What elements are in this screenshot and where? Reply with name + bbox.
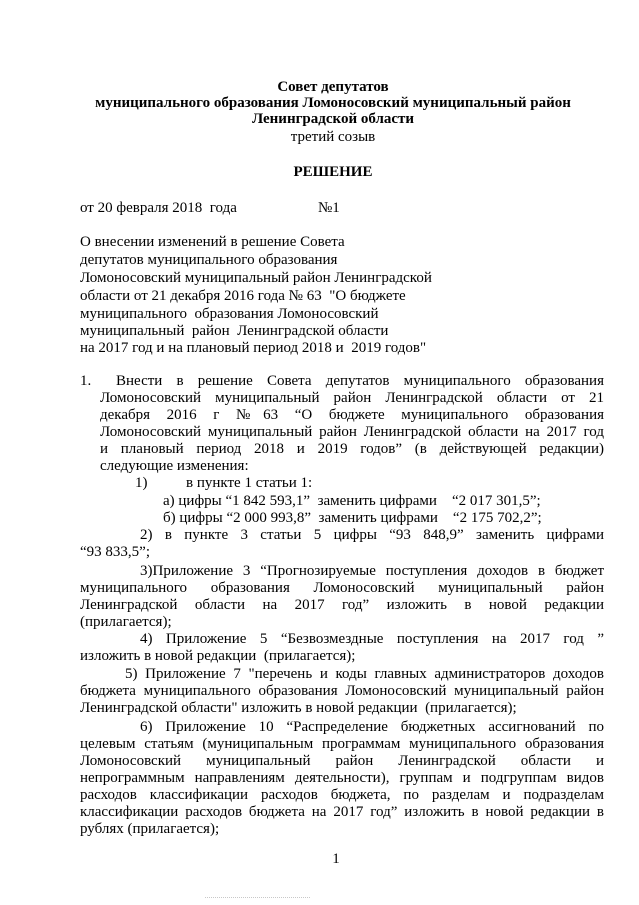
item-text-line: Ломоносовский муниципальный район Ленинградской области от 21: [100, 390, 604, 406]
page-number: 1: [332, 851, 340, 867]
amendment-line: а) цифры “1 842 593,1” заменить цифрами “2 017 301,5”;: [163, 493, 541, 509]
subitem-text-line: 4) Приложение 5 “Безвозмездные поступления на 2017 год ”: [140, 631, 604, 647]
item-text-line: Ломоносовский муниципальный район Ленинградской области на 2017 год: [100, 424, 604, 440]
item-text-line: Внести в решение Совета депутатов муниципального образования: [116, 373, 604, 389]
subject-line: муниципальный район Ленинградской области: [80, 323, 389, 339]
subitem-text-line: бюджета муниципального образования Ломоносовский муниципальный район: [80, 683, 604, 699]
subitem-text-line: 3)Приложение 3 “Прогнозируемые поступления доходов в бюджет: [140, 563, 604, 579]
subitem-text-line: 6) Приложение 10 “Распределение бюджетных ассигнований по: [140, 719, 604, 735]
subject-line: на 2017 год и на плановый период 2018 и 2019 годов": [80, 340, 427, 356]
subitem-text-line: изложить в новой редакции (прилагается);: [80, 648, 356, 664]
amendment-line: б) цифры “2 000 993,8” заменить цифрами “2 175 702,2”;: [163, 510, 542, 526]
subitem-text-line: Ломоносовский муниципальный район Ленинградской области и: [80, 753, 604, 769]
subitem-text-line: Ленинградской области" изложить в новой редакции (прилагается);: [80, 700, 517, 716]
header-municipality: муниципального образования Ломоносовский муниципальный район: [95, 95, 571, 111]
subject-line: области от 21 декабря 2016 года № 63 "О бюджете: [80, 288, 406, 304]
header-council: Совет депутатов: [277, 79, 389, 95]
subitem-text-line: целевым статьям (муниципальным программам муниципального образования: [80, 736, 604, 752]
subject-line: депутатов муниципального образования: [80, 252, 338, 268]
scan-mark: [205, 897, 310, 898]
subitem-text-line: рублях (прилагается);: [80, 821, 220, 837]
item-text-line: следующие изменения:: [100, 458, 249, 474]
subitem-text-line: непрограммным направлениям деятельности), группам и подгруппам видов: [80, 770, 604, 786]
subitem-number: 1): [135, 475, 148, 491]
item-text-line: и плановый период 2018 и 2019 годов” (в действующей редакции): [100, 441, 604, 457]
subitem-text-line: “93 833,5”;: [80, 544, 150, 560]
decision-number: №1: [318, 200, 340, 216]
subitem-text-line: 5) Приложение 7 "перечень и коды главных администраторов доходов: [125, 666, 604, 682]
subitem-text-line: Ленинградской области на 2017 год” изложить в новой редакции: [80, 597, 604, 613]
subitem-text-line: муниципального образования Ломоносовский муниципальный район: [80, 580, 604, 596]
document-type: РЕШЕНИЕ: [293, 164, 373, 180]
subject-line: муниципального образования Ломоносовский: [80, 306, 379, 322]
item-number: 1.: [80, 373, 92, 389]
subitem-text-line: (прилагается);: [80, 614, 172, 630]
header-convocation: третий созыв: [290, 129, 376, 145]
subitem-text-line: расходов классификации расходов бюджета, по разделам и подразделам: [80, 787, 604, 803]
subitem-text-line: классификации расходов бюджета на 2017 год” изложить в новой редакции в: [80, 804, 604, 820]
subject-line: О внесении изменений в решение Совета: [80, 234, 345, 250]
header-region: Ленинградской области: [251, 111, 415, 127]
subject-line: Ломоносовский муниципальный район Ленинградской: [80, 270, 432, 286]
subitem-text-line: 2) в пункте 3 статьи 5 цифры “93 848,9” заменить цифрами: [140, 527, 604, 543]
decision-date: от 20 февраля 2018 года: [80, 200, 237, 216]
item-text-line: декабря 2016 г №63 “О бюджете муниципального образования: [100, 407, 604, 423]
subitem-text: в пункте 1 статьи 1:: [186, 475, 313, 491]
